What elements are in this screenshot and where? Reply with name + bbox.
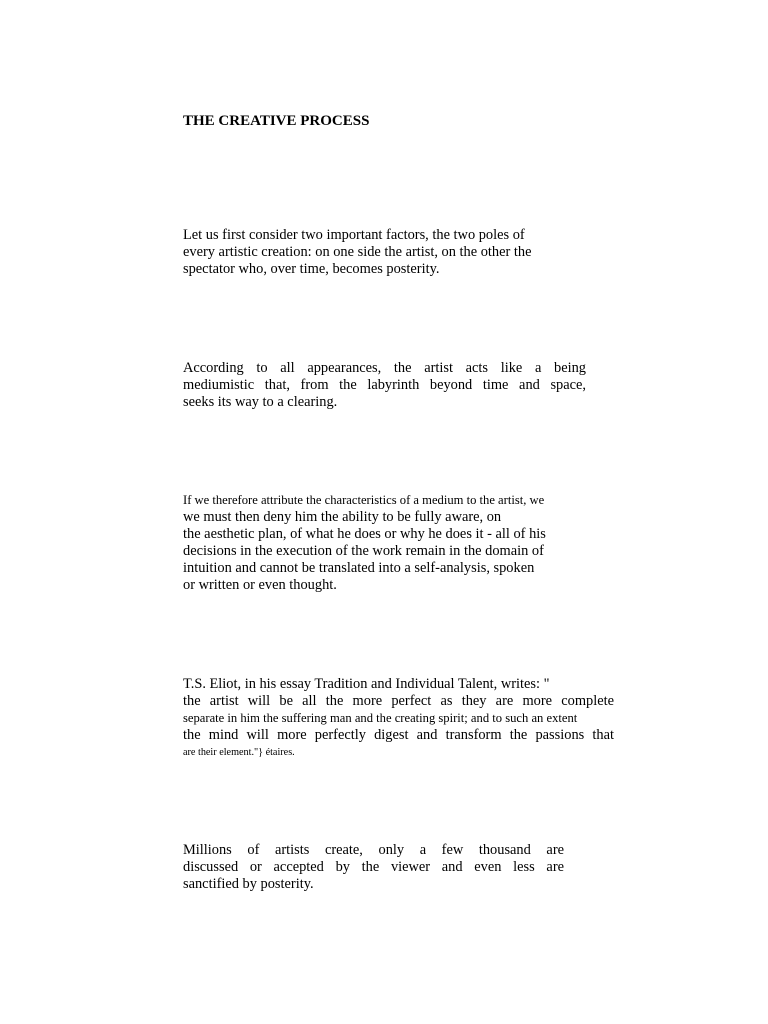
paragraph-millions-of-artists [183, 842, 564, 893]
paragraph-line: separate in him the suffering man and the creating spirit; and to such an extent [183, 711, 578, 725]
paragraph-line: seeks its way to a clearing. [183, 394, 338, 410]
document-title: THE CREATIVE PROCESS [183, 113, 370, 129]
paragraph-poles-of-creation [183, 227, 531, 278]
paragraph-line: every artistic creation: on one side the artist, on the other the [183, 244, 532, 260]
paragraph-line: discussed or accepted by the viewer and even less are [183, 859, 564, 875]
paragraph-line: intuition and cannot be translated into a self-analysis, spoken [183, 560, 535, 576]
paragraph-line: spectator who, over time, becomes posterity. [183, 261, 440, 277]
paragraph-line: According to all appearances, the artist acts like a being [183, 360, 586, 376]
paragraph-line: are their element."} étaires. [183, 747, 295, 758]
paragraph-line: If we therefore attribute the characteristics of a medium to the artist, we [183, 493, 545, 507]
paragraph-line: mediumistic that, from the labyrinth beyond time and space, [183, 377, 586, 393]
paragraph-line: decisions in the execution of the work remain in the domain of [183, 543, 544, 559]
paragraph-artist-mediumistic [183, 360, 586, 411]
paragraph-line: or written or even thought. [183, 577, 337, 593]
paragraph-medium-awareness [183, 492, 546, 594]
paragraph-line: T.S. Eliot, in his essay Tradition and Individual Talent, writes: " [183, 676, 550, 692]
paragraph-line: Millions of artists create, only a few thousand are [183, 842, 564, 858]
paragraph-line: we must then deny him the ability to be fully aware, on [183, 509, 502, 525]
paragraph-line: the aesthetic plan, of what he does or why he does it - all of his [183, 526, 546, 542]
paragraph-eliot-quote [183, 676, 614, 758]
paragraph-line: the mind will more perfectly digest and transform the passions that [183, 727, 614, 743]
paragraph-line: the artist will be all the more perfect as they are more complete [183, 693, 614, 709]
paragraph-line: Let us first consider two important factors, the two poles of [183, 227, 525, 243]
paragraph-line: sanctified by posterity. [183, 876, 314, 892]
